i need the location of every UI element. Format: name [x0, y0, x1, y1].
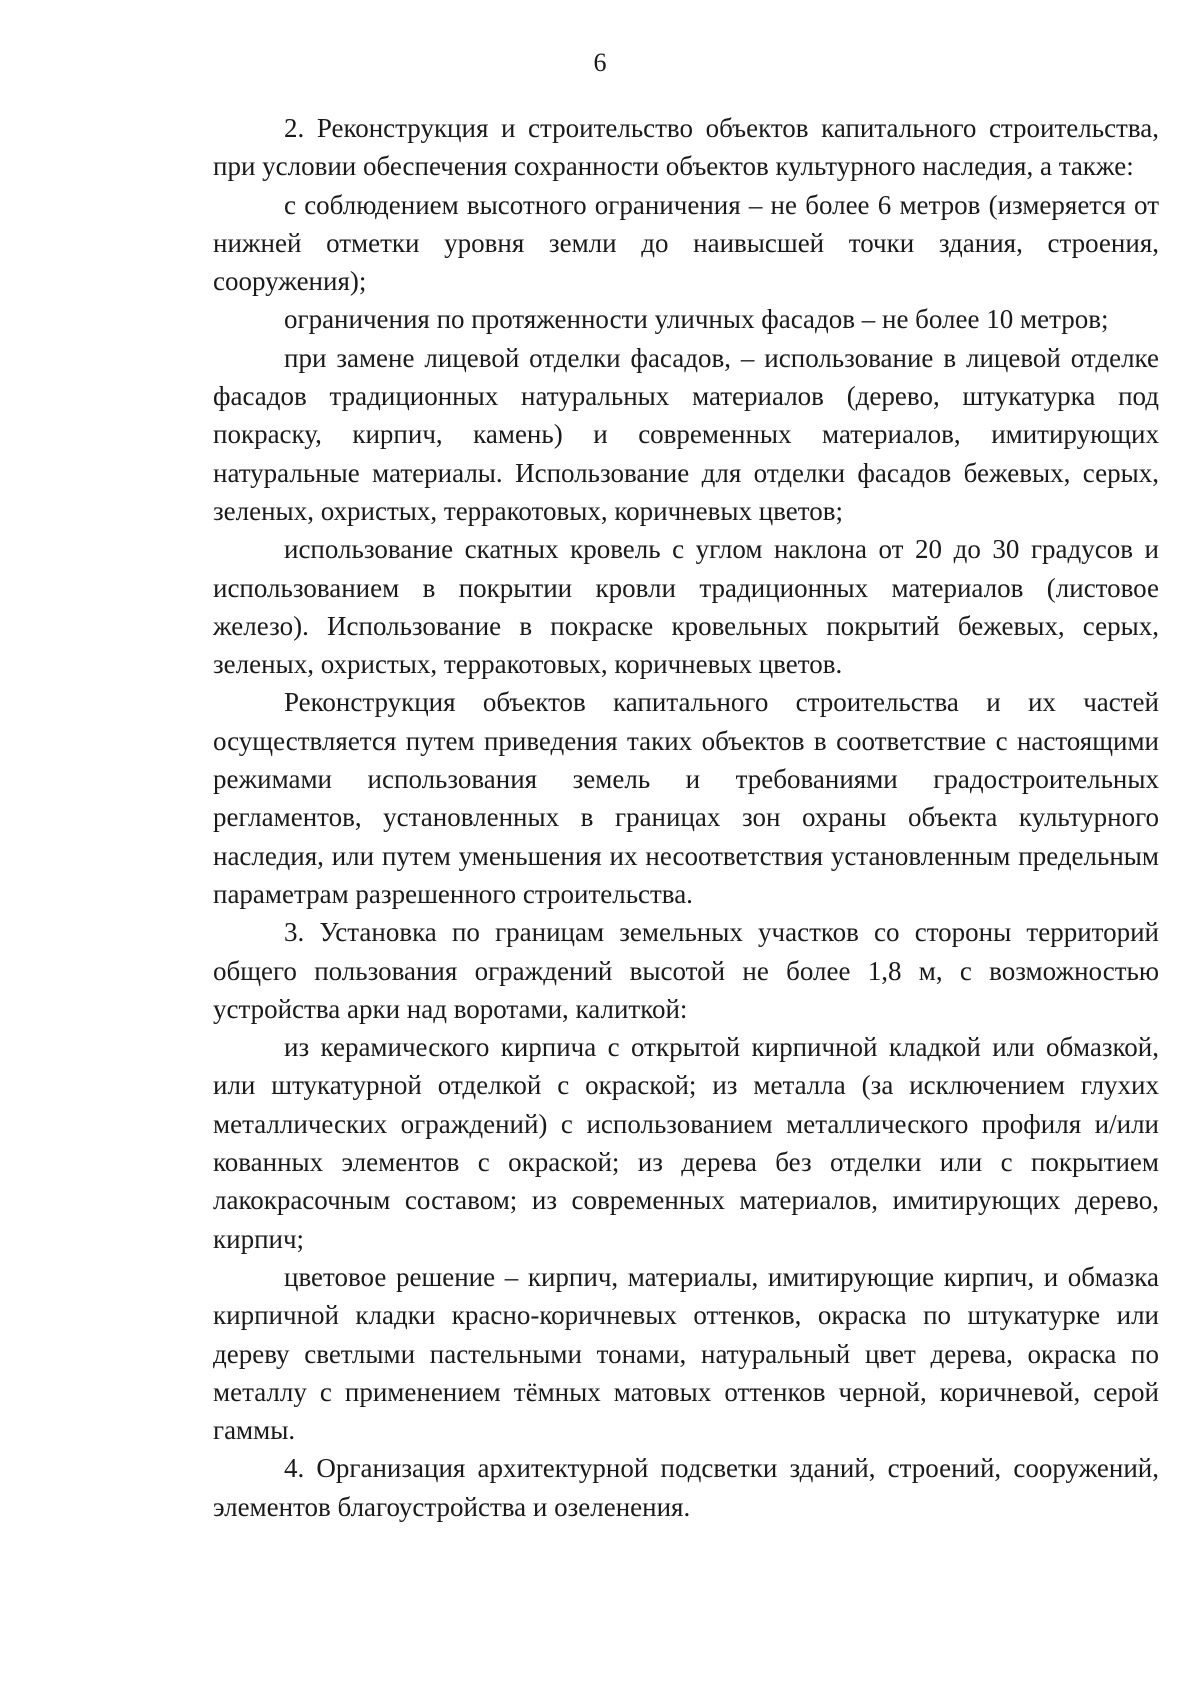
paragraph-roofing: использование скатных кровель с углом наклона от 20 до 30 градусов и использованием в покрытии кровли традиционных материалов (листовое железо). Использование в покраске кровельных покрытий бежевых, серых, зеленых, охристых, терракотовых, коричневых цветов.: [213, 534, 1159, 680]
paragraph-item-4: 4. Организация архитектурной подсветки зданий, строений, сооружений, элементов благоустройства и озеленения.: [213, 1453, 1159, 1522]
paragraph-fence-materials: из керамического кирпича с открытой кирпичной кладкой или обмазкой, или штукатурной отделкой с окраской; из металла (за исключением глухих металлических ограждений) с использованием металлического профиля и/или кованных элементов с окраской; из дерева без отделки или с покрытием лакокрасочным составом; из современных материалов, имитирующих дерево, кирпич;: [213, 1032, 1159, 1254]
page-number: 6: [593, 48, 607, 77]
paragraph-item-2: 2. Реконструкция и строительство объектов капитального строительства, при условии обеспечения сохранности объектов культурного наследия, а также:: [213, 113, 1159, 182]
paragraph-facade-length-limit: ограничения по протяженности уличных фасадов – не более 10 метров;: [284, 304, 1109, 335]
document-body: [213, 109, 1159, 1526]
paragraph-facade-finishing: при замене лицевой отделки фасадов, – использование в лицевой отделке фасадов традиционных натуральных материалов (дерево, штукатурка под покраску, кирпич, камень) и современных материалов, имитирующих натуральные материалы. Использование для отделки фасадов бежевых, серых, зеленых, охристых, терракотовых, коричневых цветов;: [213, 342, 1159, 526]
paragraph-item-3: 3. Установка по границам земельных участков со стороны территорий общего пользования ограждений высотой не более 1,8 м, с возможностью устройства арки над воротами, калиткой:: [213, 917, 1159, 1024]
paragraph-height-limit: с соблюдением высотного ограничения – не более 6 метров (измеряется от нижней отметки уровня земли до наивысшей точки здания, строения, сооружения);: [213, 189, 1159, 297]
paragraph-reconstruction: Реконструкция объектов капитального строительства и их частей осуществляется путем приведения таких объектов в соответствие с настоящими режимами использования земель и требованиями градостроительных регламентов, установленных в границах зон охраны объекта культурного наследия, или путем уменьшения их несоответствия установленным предельным параметрам разрешенного строительства.: [213, 687, 1159, 909]
paragraph-fence-color: цветовое решение – кирпич, материалы, имитирующие кирпич, и обмазка кирпичной кладки красно-коричневых оттенков, окраска по штукатурке или дереву светлыми пастельными тонами, натуральный цвет дерева, окраска по металлу с применением тёмных матовых оттенков черной, коричневой, серой гаммы.: [213, 1261, 1159, 1446]
